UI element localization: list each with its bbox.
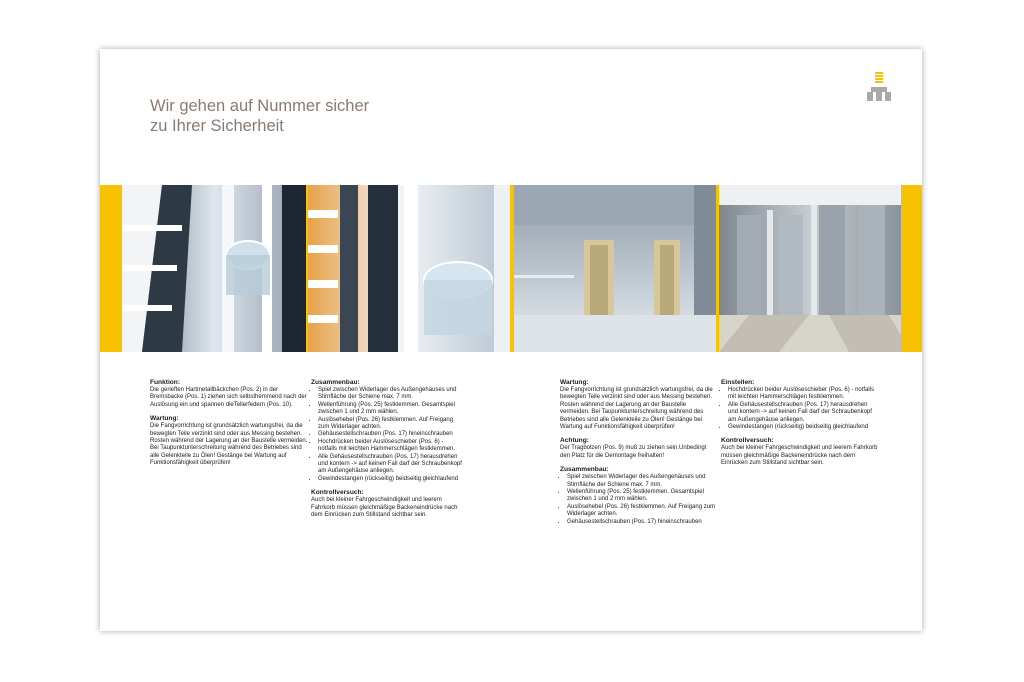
list-item: • Spiel zwischen Widerlager des Außengehäuses und Stirnfläche der Schiene max. 7 mm. (318, 387, 463, 402)
list-item: • Hochdrücken beider Auslöseschieber (Pos. 6) - notfalls mit leichten Hammerschlägen festklemmen. (318, 439, 463, 454)
list-item: • Auslösehebel (Pos. 26) festklemmen. Auf Freigang zum Widerlager achten. (318, 417, 463, 432)
kontrollversuch-text: Auch bei kleiner Fahrgeschwindigkeit und leerem Fahrkorb müssen gleichmäßige Backeneindrücke nach dem Einrücken zum Stillstand sichtbar sein. (721, 445, 878, 467)
zusammenbau-heading: Zusammenbau: (560, 466, 609, 474)
einstellen-heading: Einstellen: (721, 379, 755, 386)
achtung-heading: Achtung: (560, 437, 589, 445)
funktion-text: Die gerieften Hartmetallbäckchen (Pos. 2) in der Bremsbacke (Pos. 1) ziehen sich selbsthemmend nach der Auslösung ein und spannen dieTellerfedern (Pos. 10). (150, 387, 307, 408)
steel-elevator-hall-photo (719, 185, 901, 352)
zusammenbau-heading: Zusammenbau: (311, 379, 360, 386)
text-column-4 (721, 379, 879, 474)
list-item: • Alle Gehäusestellschrauben (Pos. 17) herausdrehen und kontern -> auf keinen Fall darf der Schraubenkopf am Außengehäuse anliegen. (318, 454, 463, 476)
text-column-1 (150, 379, 308, 474)
einstellen-list (721, 387, 879, 431)
list-item: • Wellenführung (Pos. 25) festklemmen. Gesamtspiel zwischen 1 und 2 mm wählen. (567, 489, 716, 504)
elevator-lobby-photo (514, 185, 716, 352)
list-item: • Gewindestangen (rückseitig) beidseitig gleichlaufend (728, 424, 879, 431)
glass-elevator-atrium-photo (122, 185, 306, 352)
funktion-heading: Funktion: (150, 379, 181, 386)
list-item: • Auslösehebel (Pos. 26) festklemmen. Auf Freigang zum Widerlager achten. (567, 504, 716, 519)
wartung-heading: Wartung: (560, 379, 589, 386)
list-item: • Spiel zwischen Widerlager des Außengehäuses und Stirnfläche der Schiene max. 7 mm. (567, 474, 716, 489)
kontrollversuch-heading: Kontrollversuch: (721, 437, 774, 445)
wartung-heading: Wartung: (150, 415, 179, 423)
list-item: • Gehäusestellschrauben (Pos. 17) hineinschrauben (318, 431, 463, 438)
page-title (150, 96, 369, 136)
photo-band (100, 185, 922, 352)
kontrollversuch-text: Auch bei kleiner Fahrgeschwindigkeit und leerem Fahrkorb müssen gleichmäßige Backeneindrücke nach dem Einrücken zum Stillstand sichtbar sein. (311, 497, 458, 519)
building-logo-icon (866, 71, 892, 103)
list-item: • Wellenführung (Pos. 25) festklemmen. Gesamtspiel zwischen 1 und 2 mm wählen. (318, 402, 463, 417)
text-column-2 (311, 379, 463, 526)
list-item: • Gewindestangen (rückseitig) beidseitig gleichlaufend (318, 476, 463, 483)
list-item: • Gehäusestellschrauben (Pos. 17) hineinschrauben (567, 519, 716, 526)
zusammenbau-list (560, 474, 716, 526)
zusammenbau-list (311, 387, 463, 483)
achtung-text: Der Tragbolzen (Pos. 9) muß zu ziehen sein.Unbedingt den Platz für die Demontage freihalten! (560, 445, 707, 459)
list-item: • Hochdrücken beider Auslöseschieber (Pos. 6) - notfalls mit leichten Hammerschlägen festklemmen. (728, 387, 879, 402)
wartung-text: Die Fangvorrichtung ist grundsätzlich wartungsfrei, da die bewegten Teile verzinkt sind oder aus Messing bestehen. Rosten während der Lagerung an der Baustelle vermeiden. Bei Taupunktunterschreitung während des Betriebes sind alle Gelenkteile zu Ölen! Gestänge bei Wartung auf Funktionsfähigkeit überprüfen! (560, 387, 713, 431)
glass-elevator-shaft-photo (308, 185, 510, 352)
text-column-3 (560, 379, 716, 532)
title-line-2: zu Ihrer Sicherheit (150, 117, 284, 135)
kontrollversuch-heading: Kontrollversuch: (311, 489, 364, 497)
wartung-text: Die Fangvorrichtung ist grundsätzlich wartungsfrei, da die bewegten Teile verzinkt sind oder aus Messing bestehen. Rosten während der Lagerung an der Baustelle vermeiden. Bei Taupunktunterschreitung während des Betriebes sind alle Gelenkteile zu Ölen! Gestänge bei Wartung auf Funktionsfähigkeit überprüfen! (150, 423, 308, 467)
title-line-1: Wir gehen auf Nummer sicher (150, 97, 370, 115)
list-item: • Alle Gehäusestellschrauben (Pos. 17) herausdrehen und kontern -> auf keinen Fall darf der Schraubenkopf am Außengehäuse anliegen. (728, 402, 879, 424)
brochure-page (100, 49, 922, 631)
